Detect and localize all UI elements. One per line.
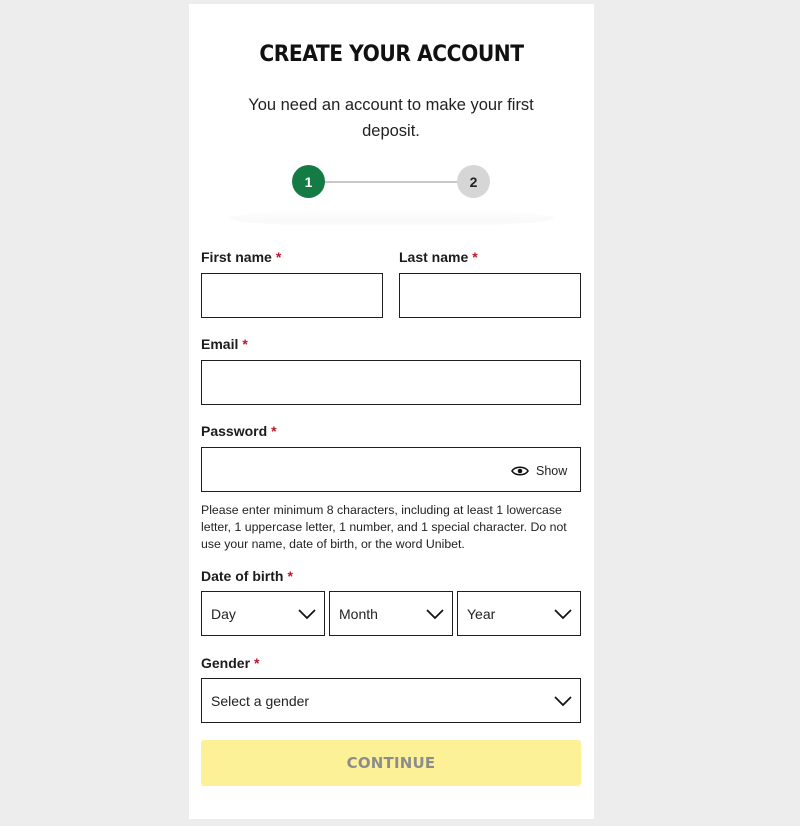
required-marker: * — [287, 568, 293, 584]
chevron-down-icon — [554, 608, 572, 620]
password-hint: Please enter minimum 8 characters, including at least 1 lowercase letter, 1 uppercase letter, 1 number, and 1 special character. Do not use your name, date of birth, or the word Unibet. — [201, 503, 567, 551]
continue-label: CONTINUE — [346, 754, 436, 772]
gender-label — [201, 655, 259, 671]
required-marker: * — [254, 655, 260, 671]
stepper-line — [324, 181, 460, 183]
registration-card — [189, 4, 594, 819]
first-name-field[interactable] — [201, 273, 383, 318]
dob-month-select[interactable] — [329, 591, 453, 636]
chevron-down-icon — [298, 608, 316, 620]
first-name-label-text: First name — [201, 249, 272, 265]
chevron-down-icon — [554, 695, 572, 707]
step-2-indicator: 2 — [457, 165, 490, 198]
dob-day-select[interactable] — [201, 591, 325, 636]
page-subtitle: You need an account to make your first deposit. — [248, 96, 534, 140]
eye-icon — [511, 465, 529, 477]
required-marker: * — [275, 249, 282, 265]
show-password-label: Show — [536, 464, 568, 478]
dob-day-value: Day — [211, 605, 236, 622]
required-marker: * — [271, 423, 277, 439]
email-label — [201, 336, 248, 352]
last-name-field[interactable] — [399, 273, 581, 318]
dob-label-text: Date of birth — [201, 568, 284, 584]
dob-year-select[interactable] — [457, 591, 581, 636]
page-title: CREATE YOUR ACCOUNT — [259, 42, 524, 67]
last-name-label-text: Last name — [399, 249, 469, 265]
stepper-shadow — [229, 209, 554, 227]
dob-month-value: Month — [339, 605, 378, 622]
gender-placeholder: Select a gender — [211, 692, 310, 709]
progress-stepper — [292, 164, 492, 200]
first-name-label — [201, 249, 281, 265]
show-password-toggle[interactable] — [511, 460, 567, 482]
gender-label-text: Gender — [201, 655, 251, 671]
required-marker: * — [242, 336, 248, 352]
email-field[interactable] — [201, 360, 581, 405]
password-label — [201, 423, 277, 439]
gender-select[interactable] — [201, 678, 581, 723]
dob-label — [201, 568, 293, 584]
last-name-label — [399, 249, 478, 265]
chevron-down-icon — [426, 608, 444, 620]
step-1-indicator: 1 — [292, 165, 325, 198]
email-label-text: Email — [201, 336, 239, 352]
required-marker: * — [472, 249, 478, 265]
continue-button[interactable] — [201, 740, 581, 786]
password-label-text: Password — [201, 423, 268, 439]
dob-year-value: Year — [467, 605, 496, 622]
